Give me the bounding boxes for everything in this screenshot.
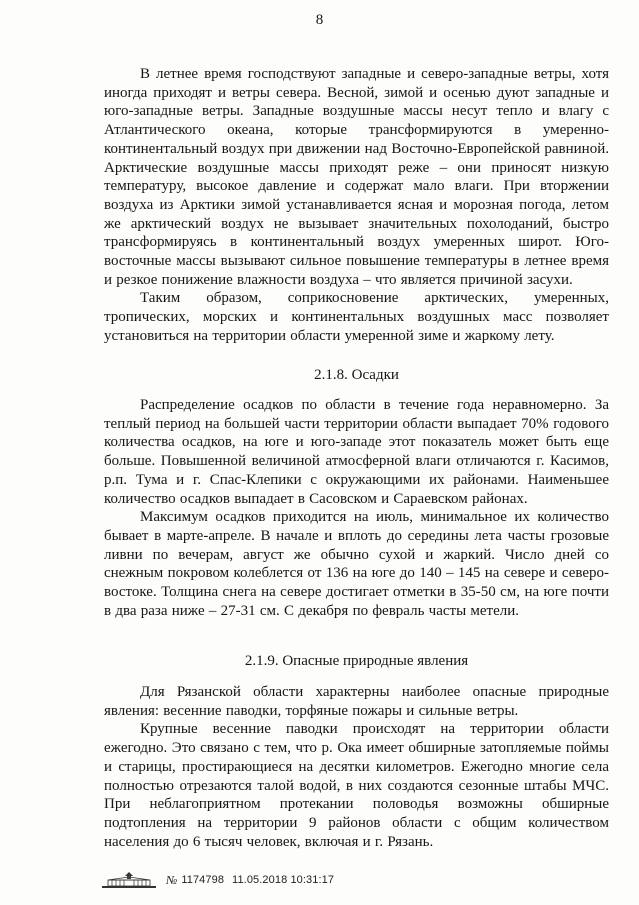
paragraph: Таким образом, соприкосновение арктических, умеренных, тропических, морских и континентальных воздушных масс позволяет установиться на территории области умеренной зиме и жаркому лету. xyxy=(104,290,609,344)
section-heading-precipitation: 2.1.8. Осадки xyxy=(314,367,399,383)
section-heading-hazards: 2.1.9. Опасные природные явления xyxy=(244,653,469,669)
precipitation-section xyxy=(104,396,609,620)
paragraph: В летнее время господствуют западные и северо-западные ветры, хотя иногда приходят и ветры севера. Весной, зимой и осенью дуют западные и юго-западные ветры. Западные воздушные массы несут тепло и влагу с Атлантического океана, которые трансформируются в умеренно-континентальный воздух при движении над Восточно-Европейской равниной. Арктические воздушные массы приходят реже – они приносят низкую температуру, высокое давление и содержат мало влаги. При вторжении воздуха из Арктики зимой устанавливается ясная и морозная погода, летом же арктический воздух не вызывает значительных похолоданий, быстро трансформируясь в континентальный воздух умеренных широт. Юго-восточные массы вызывают сильное повышение температуры в летнее время и резкое понижение влажности воздуха – что является причиной засухи. xyxy=(104,66,609,288)
paragraph: Крупные весенние паводки происходят на территории области ежегодно. Это связано с тем, что р. Ока имеет обширные затопляемые поймы и старицы, простирающиеся на десятки километров. Ежегодно многие села полностью отрезаются талой водой, в них создаются сезонные штабы МЧС. При неблагоприятном протекании половодья возможны обширные подтопления на территории 9 районов области с общим количеством населения до 6 тысяч человек, включая и г. Рязань. xyxy=(104,721,609,850)
building-logo-icon xyxy=(100,871,158,889)
page-number: 8 xyxy=(315,12,324,28)
document-datetime: 11.05.2018 10:31:17 xyxy=(232,874,335,886)
paragraph: Распределение осадков по области в течение года неравномерно. За теплый период на большей части территории области выпадает 70% годового количества осадков, на юге и юго-западе этот показатель может быть еще больше. Повышенной величиной атмосферной влаги отличаются г. Касимов, р.п. Тума и г. Спас-Клепики с окружающими их районами. Наименьшее количество осадков выпадает в Сасовском и Сараевском районах. xyxy=(104,397,609,507)
hazards-section xyxy=(104,683,609,851)
paragraph: Максимум осадков приходится на июль, минимальное их количество бывает в марте-апреле. В начале и вплоть до середины лета часты грозовые ливни по вечерам, август же обычно сухой и жаркий. Число дней со снежным покровом колеблется от 136 на юге до 140 – 145 на севере и северо-востоке. Толщина снега на севере достигает отметки в 35-50 см, на юге почти в два раза ниже – 27-31 см. С декабря по февраль часты метели. xyxy=(104,509,609,619)
paragraph: Для Рязанской области характерны наиболее опасные природные явления: весенние паводки, торфяные пожары и сильные ветры. xyxy=(104,684,609,719)
document-number: 1174798 xyxy=(181,874,225,886)
number-sign: № xyxy=(166,872,178,887)
document-footer xyxy=(100,870,334,890)
climate-winds-section xyxy=(104,65,609,346)
